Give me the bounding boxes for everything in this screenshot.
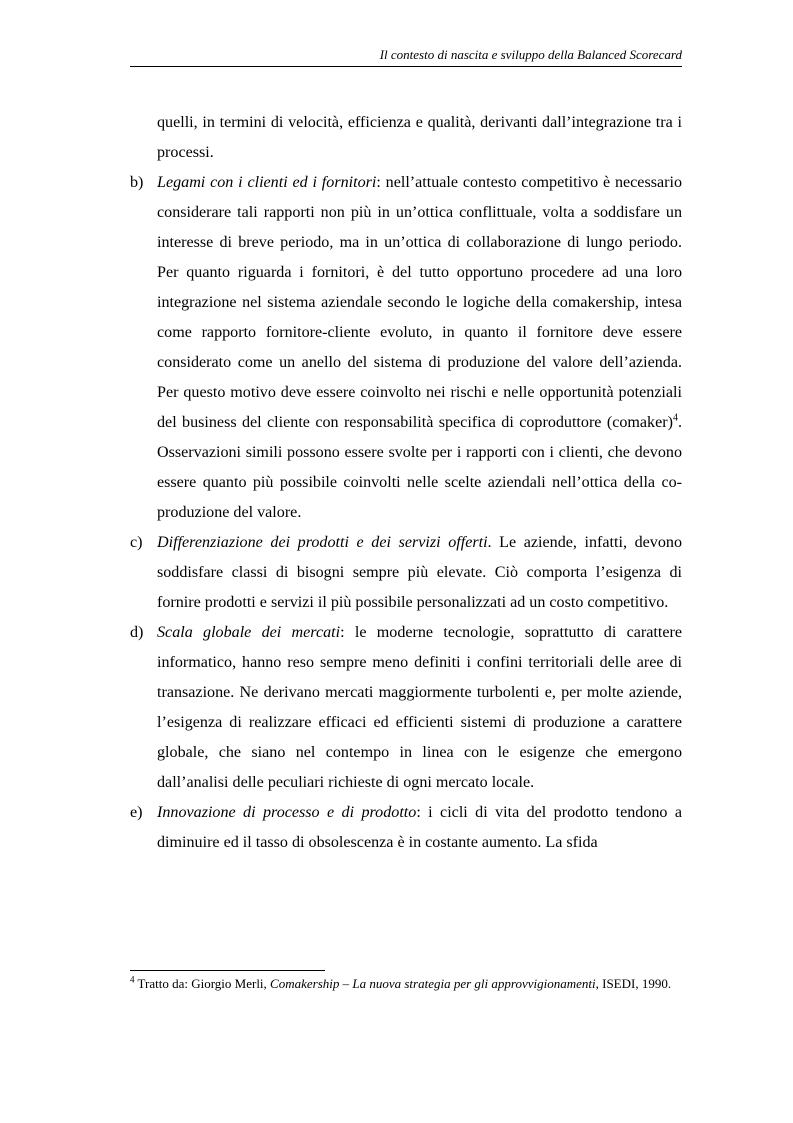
list-marker-c: c) xyxy=(130,534,143,551)
item-b-heading: Legami con i clienti ed i fornitori xyxy=(157,174,377,191)
footnote-book-title: Comakership – La nuova strategia per gli approvvigionamenti xyxy=(270,976,596,991)
item-d-heading: Scala globale dei mercati xyxy=(157,624,341,641)
item-e-text: : i cicli di vita del prodotto tendono a diminuire ed il tasso di obsolescenza è in costante aumento. La sfida xyxy=(157,804,683,851)
item-e-heading: Innovazione di processo e di prodotto xyxy=(157,804,417,821)
running-title: Il contesto di nascita e sviluppo della Balanced Scorecard xyxy=(379,47,682,62)
list-item-c xyxy=(130,528,682,618)
footnote-text-end: , ISEDI, 1990. xyxy=(595,976,672,991)
footnote-text: Tratto da: Giorgio Merli, xyxy=(134,976,271,991)
list-item-b xyxy=(130,168,682,528)
item-c-text: . Le aziende, infatti, devono soddisfare classi di bisogni sempre più elevate. Ciò comporta l’esigenza di fornire prodotti e servizi il più possibile personalizzati ad un costo competitivo. xyxy=(157,534,682,611)
footnote-divider xyxy=(130,970,325,971)
footnote-ref-4[interactable]: 4 xyxy=(672,412,678,424)
list-item-e xyxy=(130,798,682,858)
list-item-d xyxy=(130,618,682,798)
intro-text: quelli, in termini di velocità, efficienza e qualità, derivanti dall’integrazione tra i processi. xyxy=(157,114,682,161)
item-b-text: : nell’attuale contesto competitivo è necessario considerare tali rapporti non più in un’ottica conflittuale, volta a soddisfare un interesse di breve periodo, ma in un’ottica di collaborazione di lungo periodo. Per quanto riguarda i fornitori, è del tutto opportuno procedere ad una loro integrazione nel sistema aziendale secondo le logiche della comakership, intesa come rapporto fornitore-cliente evoluto, in quanto il fornitore deve essere considerato come un anello del sistema di produzione del valore dell’azienda. Per questo motivo deve essere coinvolto nei rischi e nelle opportunità potenziali del business del cliente con responsabilità specifica di coproduttore (comaker) xyxy=(157,174,682,431)
list-marker-b: b) xyxy=(130,174,144,191)
footnote xyxy=(130,976,682,992)
body-text xyxy=(130,108,682,858)
intro-paragraph xyxy=(130,108,682,168)
list-marker-e: e) xyxy=(130,804,143,821)
item-c-heading: Differenziazione dei prodotti e dei servizi offerti xyxy=(157,534,488,551)
list-marker-d: d) xyxy=(130,624,144,641)
item-d-text: : le moderne tecnologie, soprattutto di carattere informatico, hanno reso sempre meno definiti i confini territoriali delle aree di transazione. Ne derivano mercati maggiormente turbolenti e, per molte aziende, l’esigenza di realizzare efficaci ed efficienti sistemi di produzione a carattere globale, che siano nel contempo in linea con le esigenze che emergono dall’analisi delle peculiari richieste di ogni mercato locale. xyxy=(157,624,682,791)
footnote-number: 4 xyxy=(130,974,135,985)
running-header xyxy=(130,46,682,64)
header-divider xyxy=(130,66,682,67)
item-b-text-continued: . Osservazioni simili possono essere svolte per i rapporti con i clienti, che devono essere quanto più possibile coinvolti nelle scelte aziendali nell’ottica della co-produzione del valore. xyxy=(157,414,682,521)
